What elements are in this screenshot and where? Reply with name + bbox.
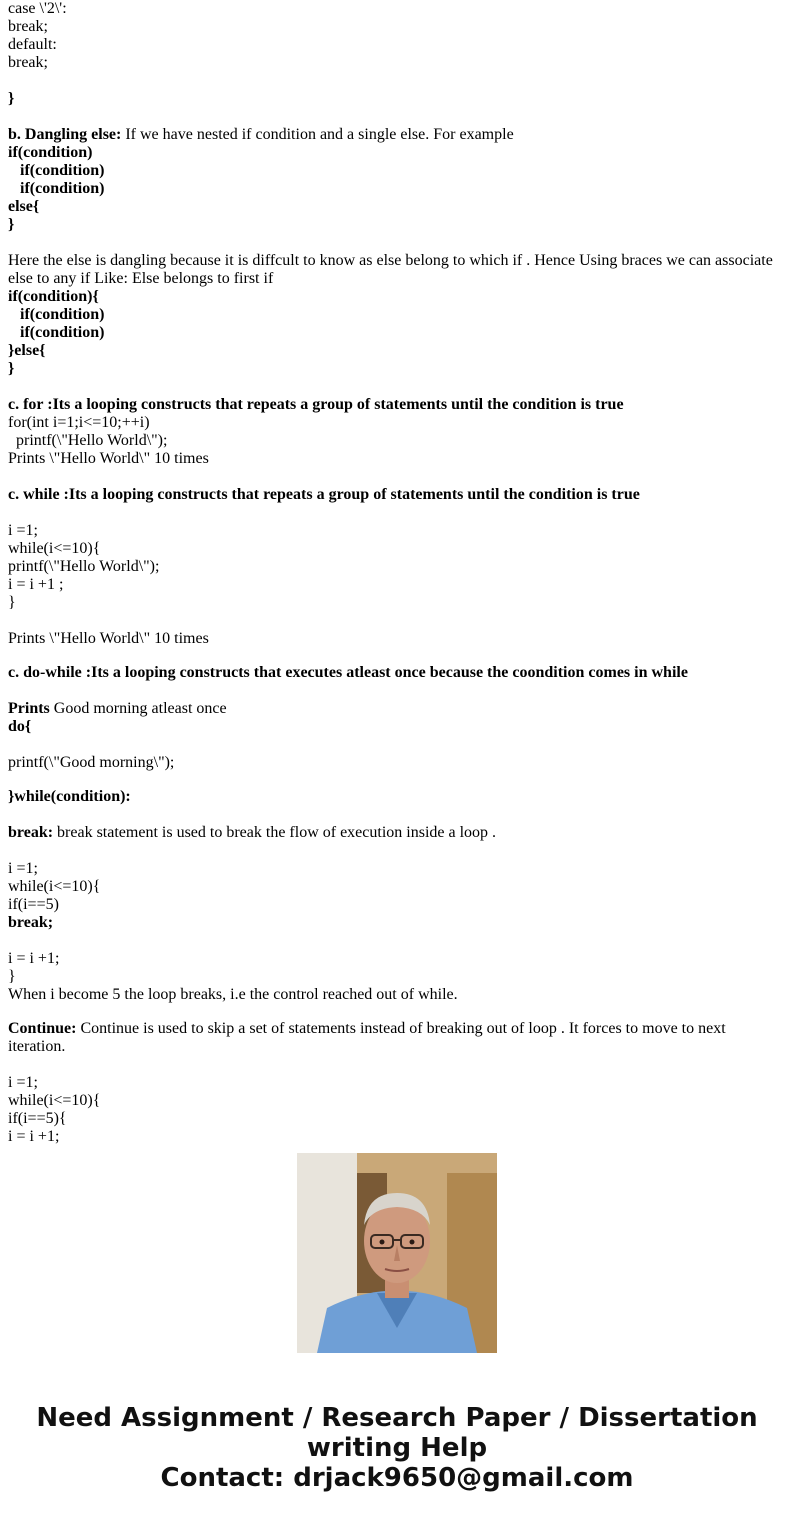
prints-text: Good morning atleast once <box>49 700 227 717</box>
code-line: if(condition) <box>8 306 105 323</box>
break-text: break statement is used to break the flow of execution inside a loop . <box>53 824 497 841</box>
code-line: i =1; <box>8 860 38 877</box>
for-result: Prints \"Hello World\" 10 times <box>8 450 209 467</box>
code-line: i =1; <box>8 522 38 539</box>
dangling-else-paragraph <box>8 126 786 144</box>
code-line: break; <box>8 914 54 931</box>
do-while-prints-line <box>8 700 786 718</box>
code-line: } <box>8 90 15 107</box>
break-label: break: <box>8 824 54 841</box>
portrait-illustration <box>297 1153 497 1353</box>
code-line: printf(\"Good morning\"); <box>8 754 175 771</box>
code-line: if(condition) <box>8 162 105 179</box>
author-portrait-photo-icon <box>297 1153 497 1353</box>
continue-label: Continue: <box>8 1020 77 1037</box>
code-line: if(condition) <box>8 180 105 197</box>
code-line: i =1; <box>8 1074 38 1091</box>
promo-line-1: Need Assignment / Research Paper / Dissertation <box>36 1403 758 1433</box>
code-line: if(i==5){ <box>8 1110 67 1127</box>
code-line: default: <box>8 36 57 53</box>
promo-contact[interactable]: Contact: drjack9650@gmail.com <box>160 1463 634 1493</box>
code-line: i = i +1 ; <box>8 576 64 593</box>
code-line: if(condition) <box>8 324 105 341</box>
code-line: } <box>8 360 15 377</box>
continue-text: Continue is used to skip a set of statements instead of breaking out of loop . It forces to move to next iteration. <box>8 1020 730 1055</box>
code-line: while(i<=10){ <box>8 878 101 895</box>
promo-banner <box>0 1403 794 1493</box>
promo-line-2: writing Help <box>306 1433 488 1463</box>
code-line: }else{ <box>8 342 46 359</box>
code-line: while(i<=10){ <box>8 540 101 557</box>
for-heading: c. for :Its a looping constructs that repeats a group of statements until the condition is true <box>8 396 624 413</box>
code-line: while(i<=10){ <box>8 1092 101 1109</box>
do-while-heading: c. do-while :Its a looping constructs that executes atleast once because the coondition comes in while <box>8 664 688 681</box>
while-heading: c. while :Its a looping constructs that repeats a group of statements until the condition is true <box>8 486 640 503</box>
continue-paragraph <box>8 1020 786 1056</box>
code-line: do{ <box>8 718 32 735</box>
code-line: i = i +1; <box>8 950 60 967</box>
break-note: When i become 5 the loop breaks, i.e the control reached out of while. <box>8 986 458 1003</box>
code-line: } <box>8 968 16 985</box>
dangling-else-text: If we have nested if condition and a single else. For example <box>121 126 514 143</box>
code-line: } <box>8 594 16 611</box>
code-line: i = i +1; <box>8 1128 60 1145</box>
code-line: printf(\"Hello World\"); <box>8 558 160 575</box>
code-line: printf(\"Hello World\"); <box>8 432 168 449</box>
code-line: case \'2\': <box>8 0 67 17</box>
prints-label: Prints <box>8 700 50 717</box>
code-line: if(condition) <box>8 144 93 161</box>
code-line: if(i==5) <box>8 896 59 913</box>
code-line: break; <box>8 18 48 35</box>
dangling-else-explanation: Here the else is dangling because it is diffcult to know as else belong to which if . Hence Using braces we can associate else to any if Like: Else belongs to first if <box>8 252 777 287</box>
break-paragraph <box>8 824 786 842</box>
code-line: } <box>8 216 15 233</box>
code-line: }while(condition): <box>8 788 131 805</box>
code-line: else{ <box>8 198 40 215</box>
dangling-else-label: b. Dangling else: <box>8 126 122 143</box>
code-line: for(int i=1;i<=10;++i) <box>8 414 150 431</box>
document-body <box>8 0 786 1145</box>
code-line: if(condition){ <box>8 288 99 305</box>
code-line: break; <box>8 54 48 71</box>
while-result: Prints \"Hello World\" 10 times <box>8 630 209 647</box>
